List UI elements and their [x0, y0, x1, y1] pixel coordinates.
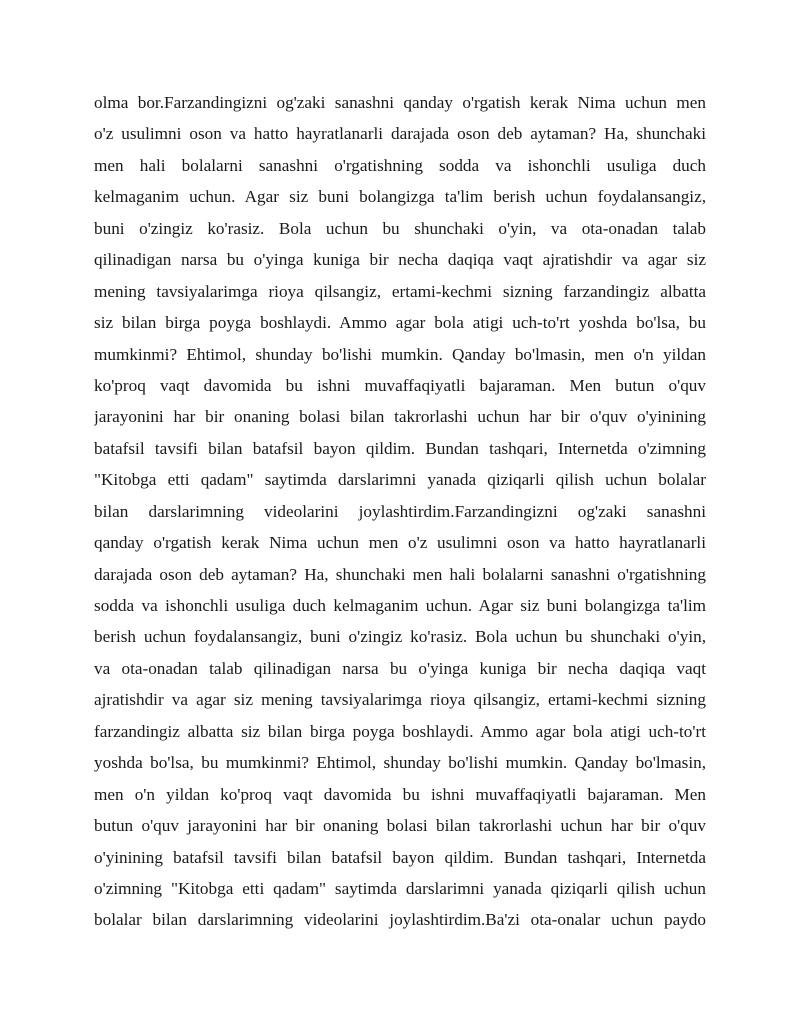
text-line-22: yoshda bo'lsa, bu mumkinmi? Ehtimol, shunday bo'lishi mumkin. Qanday bo'lmasin, — [94, 753, 706, 773]
text-line-27: bolalar bilan darslarimning videolarini joylashtirdim.Ba'zi ota-onalar uchun paydo — [94, 910, 706, 930]
text-line-11: jarayonini har bir onaning bolasi bilan takrorlashi uchun har bir o'quv o'yinining — [94, 407, 706, 427]
text-line-19: va ota-onadan talab qilinadigan narsa bu o'yinga kuniga bir necha daqiqa vaqt — [94, 658, 706, 678]
text-line-15: qanday o'rgatish kerak Nima uchun men o'z usulimni oson va hatto hayratlanarli — [94, 533, 706, 553]
text-line-25: o'yinining batafsil tavsifi bilan batafsil bayon qildim. Bundan tashqari, Internetda — [94, 847, 706, 867]
text-line-18: berish uchun foydalansangiz, buni o'zingiz ko'rasiz. Bola uchun bu shunchaki o'yin, — [94, 627, 706, 647]
text-line-1: olma bor.Farzandingizni og'zaki sanashni qanday o'rgatish kerak Nima uchun men — [94, 93, 706, 112]
text-line-17: sodda va ishonchli usuliga duch kelmaganim uchun. Agar siz buni bolangizga ta'lim — [94, 596, 706, 615]
text-line-7: mening tavsiyalarimga rioya qilsangiz, ertami-kechmi sizning farzandingiz albatta — [94, 281, 706, 301]
text-line-20: ajratishdir va agar siz mening tavsiyalarimga rioya qilsangiz, ertami-kechmi sizning — [94, 690, 706, 710]
text-line-21: farzandingiz albatta siz bilan birga poyga boshlaydi. Ammo agar bola atigi uch-to'rt — [94, 721, 706, 741]
text-line-3: men hali bolalarni sanashni o'rgatishning sodda va ishonchli usuliga duch — [94, 155, 706, 175]
text-line-16: darajada oson deb aytaman? Ha, shunchaki men hali bolalarni sanashni o'rgatishning — [94, 564, 706, 584]
text-line-8: siz bilan birga poyga boshlaydi. Ammo agar bola atigi uch-to'rt yoshda bo'lsa, bu — [94, 313, 706, 333]
text-line-13: "Kitobga etti qadam" saytimda darslarimni yanada qiziqarli qilish uchun bolalar — [94, 470, 706, 490]
text-line-2: o'z usulimni oson va hatto hayratlanarli darajada oson deb aytaman? Ha, shunchaki — [94, 124, 706, 144]
text-line-10: ko'proq vaqt davomida bu ishni muvaffaqiyatli bajaraman. Men butun o'quv — [94, 375, 706, 395]
text-line-24: butun o'quv jarayonini har bir onaning bolasi bilan takrorlashi uchun har bir o'quv — [94, 816, 706, 836]
text-line-23: men o'n yildan ko'proq vaqt davomida bu ishni muvaffaqiyatli bajaraman. Men — [94, 784, 706, 804]
text-line-6: qilinadigan narsa bu o'yinga kuniga bir necha daqiqa vaqt ajratishdir va agar siz — [94, 250, 706, 270]
text-line-5: buni o'zingiz ko'rasiz. Bola uchun bu shunchaki o'yin, va ota-onadan talab — [94, 218, 706, 238]
text-line-26: o'zimning "Kitobga etti qadam" saytimda darslarimni yanada qiziqarli qilish uchun — [94, 878, 706, 898]
text-line-14: bilan darslarimning videolarini joylashtirdim.Farzandingizni og'zaki sanashni — [94, 501, 706, 521]
text-line-12: batafsil tavsifi bilan batafsil bayon qildim. Bundan tashqari, Internetda o'zimning — [94, 438, 706, 458]
body-paragraph — [94, 87, 706, 936]
text-line-4: kelmaganim uchun. Agar siz buni bolangizga ta'lim berish uchun foydalansangiz, — [94, 187, 706, 207]
text-line-9: mumkinmi? Ehtimol, shunday bo'lishi mumkin. Qanday bo'lmasin, men o'n yildan — [94, 344, 706, 364]
